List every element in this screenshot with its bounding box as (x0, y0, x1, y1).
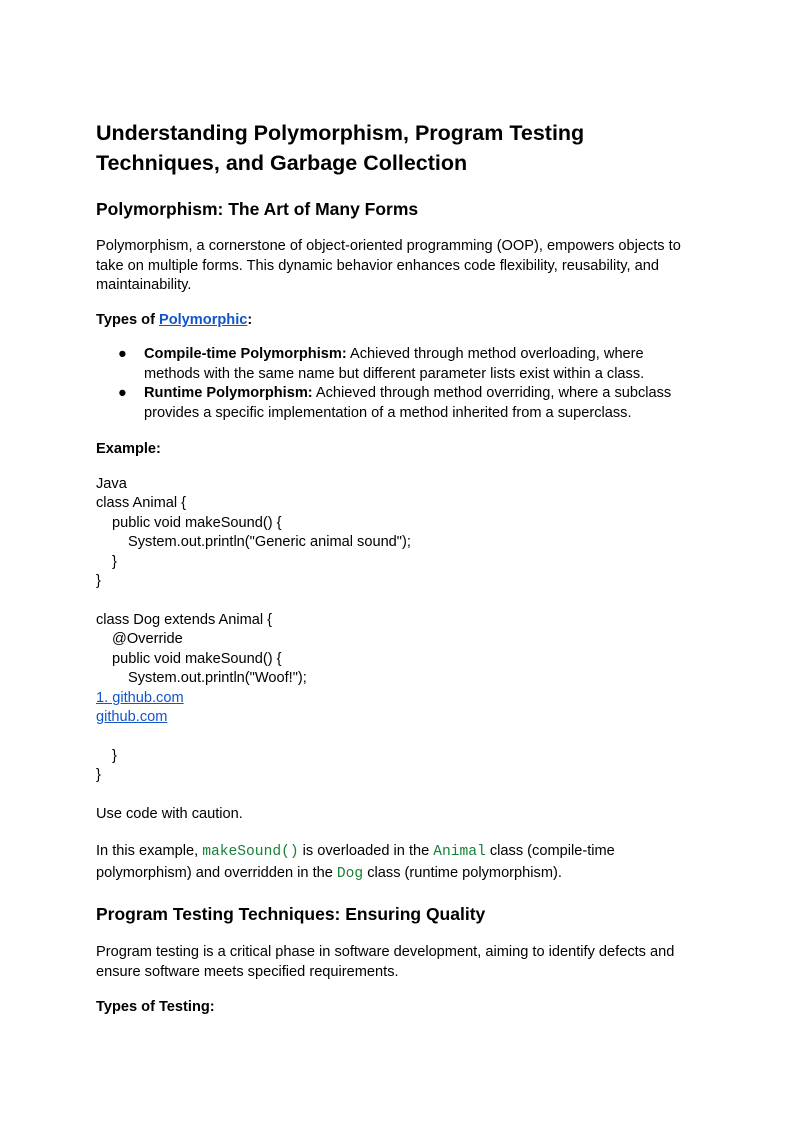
bullet-text: Achieved through method overriding, where a subclass provides a specific implementation of a method inherited from a superclass. (144, 385, 672, 421)
bullet-term: Runtime Polymorphism: (144, 385, 313, 401)
code-line: System.out.println("Woof!"); (128, 670, 307, 686)
code-caution-note: Use code with caution. (96, 806, 243, 822)
bullet-icon: ● (118, 346, 127, 362)
example-label: Example: (96, 441, 161, 457)
polymorphism-types-list (96, 345, 696, 423)
bullet-text: Achieved through method overloading, where methods with the same name but different parameter lists exist within a class. (144, 346, 645, 382)
code-line: } (112, 748, 117, 764)
code-line: class Dog extends Animal { (96, 612, 273, 628)
list-item (96, 384, 696, 423)
code-line: class Animal { (96, 495, 187, 511)
explain-text: class (compile-time (485, 843, 615, 859)
types-of-polymorphic-label (96, 312, 252, 328)
polymorphism-intro: Polymorphism, a cornerstone of object-oriented programming (OOP), empowers objects to take on multiple forms. This dynamic behavior enhances code flexibility, reusability, and maintainability. (96, 238, 681, 293)
explain-text: In this example, (96, 843, 203, 859)
types-of-testing-label: Types of Testing: (96, 999, 215, 1015)
page-title: Understanding Polymorphism, Program Testing Techniques, and Garbage Collection (96, 121, 585, 175)
inline-code-animal: Animal (433, 844, 486, 860)
list-item (96, 345, 696, 384)
bullet-icon: ● (118, 385, 127, 401)
code-line: public void makeSound() { (112, 651, 282, 667)
code-line: } (112, 554, 117, 570)
code-line: Java (96, 476, 127, 492)
polymorphic-link[interactable]: Polymorphic (158, 312, 248, 328)
code-line: } (96, 767, 101, 783)
code-line: } (96, 573, 101, 589)
types-label-suffix: : (247, 312, 253, 328)
testing-intro: Program testing is a critical phase in software development, aiming to identify defects and ensure software meets specified requirements. (96, 944, 675, 980)
explain-text: polymorphism) and overridden in the (96, 865, 337, 881)
code-line: public void makeSound() { (112, 515, 282, 531)
example-explanation-line-2 (96, 865, 562, 882)
types-label-prefix: Types of (96, 312, 159, 328)
citation-link-2[interactable]: github.com (96, 709, 168, 725)
code-line: @Override (112, 631, 183, 647)
explain-text: class (runtime polymorphism). (363, 865, 562, 881)
section-heading-polymorphism: Polymorphism: The Art of Many Forms (96, 199, 419, 219)
citation-link-1[interactable]: 1. github.com (96, 690, 184, 706)
code-line: System.out.println("Generic animal sound"); (128, 534, 411, 550)
example-explanation-line-1 (96, 843, 615, 860)
explain-text: is overloaded in the (298, 843, 434, 859)
bullet-term: Compile-time Polymorphism: (144, 346, 347, 362)
section-heading-testing: Program Testing Techniques: Ensuring Quality (96, 904, 486, 924)
inline-code-makesound: makeSound() (202, 844, 299, 860)
inline-code-dog: Dog (336, 866, 364, 882)
